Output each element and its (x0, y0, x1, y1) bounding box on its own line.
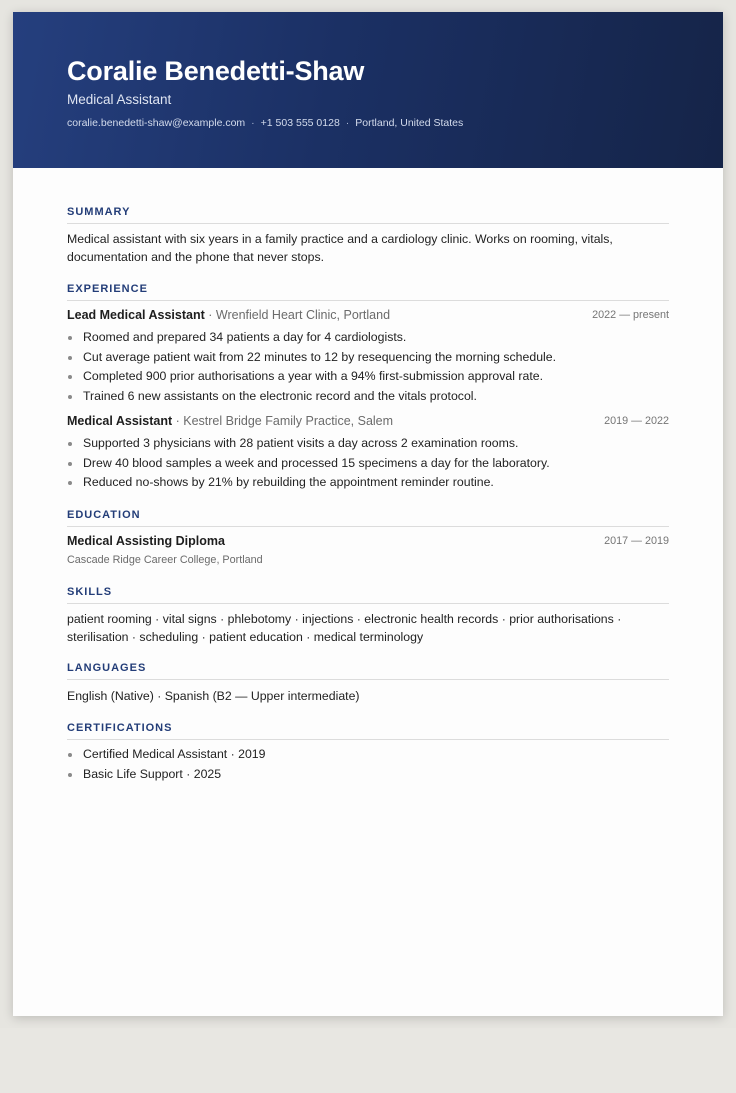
education-header (67, 534, 669, 552)
candidate-role: Medical Assistant (67, 92, 172, 107)
bullet-item: Drew 40 blood samples a week and processed 15 specimens a day for the laboratory. (67, 454, 669, 474)
education-dates: 2017 — 2019 (604, 535, 669, 547)
resume-header (13, 12, 723, 168)
bullet-item: Completed 900 prior authorisations a year with a 94% first-submission approval rate. (67, 367, 669, 387)
job-dates: 2022 — present (592, 309, 669, 321)
bullet-item: Roomed and prepared 34 patients a day for 4 cardiologists. (67, 328, 669, 348)
education-degree: Medical Assisting Diploma (67, 534, 225, 548)
education-school: Cascade Ridge Career College, Portland (67, 554, 263, 566)
job-organization: · Wrenfield Heart Clinic, Portland (204, 308, 391, 322)
education-heading: EDUCATION (67, 509, 669, 527)
job-organization: · Kestrel Bridge Family Practice, Salem (172, 414, 394, 428)
contact-phone[interactable]: +1 503 555 0128 (260, 117, 340, 129)
languages-heading: LANGUAGES (67, 662, 669, 680)
certification-list (67, 745, 669, 784)
bullet-item: Trained 6 new assistants on the electronic record and the vitals protocol. (67, 387, 669, 407)
certification-item: Certified Medical Assistant · 2019 (67, 745, 669, 765)
bullet-item: Supported 3 physicians with 28 patient visits a day across 2 examination rooms. (67, 434, 669, 454)
job-title: Lead Medical Assistant (67, 308, 205, 322)
contact-email[interactable]: coralie.benedetti-shaw@example.com (67, 117, 246, 129)
bullet-item: Cut average patient wait from 22 minutes to 12 by resequencing the morning schedule. (67, 348, 669, 368)
job-title: Medical Assistant (67, 414, 173, 428)
skills-text: patient rooming · vital signs · phlebotomy · injections · electronic health records · prior authorisations · sterilisation · scheduling · patient education · medical terminology (67, 612, 622, 644)
summary-text: Medical assistant with six years in a family practice and a cardiology clinic. Works on rooming, vitals, documentation and the phone that never stops. (67, 232, 613, 264)
summary-heading: SUMMARY (67, 206, 669, 224)
contact-location: Portland, United States (355, 117, 464, 129)
resume-page (13, 12, 723, 1016)
contact-line (67, 117, 463, 129)
job-bullets (67, 328, 669, 407)
background-strip (0, 1028, 736, 1093)
contact-separator: · (345, 117, 350, 129)
skills-heading: SKILLS (67, 586, 669, 604)
certifications-heading: CERTIFICATIONS (67, 722, 669, 740)
candidate-name: Coralie Benedetti-Shaw (67, 56, 365, 86)
job-dates: 2019 — 2022 (604, 415, 669, 427)
contact-separator: · (251, 117, 255, 129)
languages-text: English (Native) · Spanish (B2 — Upper intermediate) (67, 689, 360, 703)
job-header (67, 414, 669, 432)
bullet-item: Reduced no-shows by 21% by rebuilding the appointment reminder routine. (67, 473, 669, 493)
experience-heading: EXPERIENCE (67, 283, 669, 301)
certification-item: Basic Life Support · 2025 (67, 765, 669, 785)
job-bullets (67, 434, 669, 493)
job-header (67, 308, 669, 326)
